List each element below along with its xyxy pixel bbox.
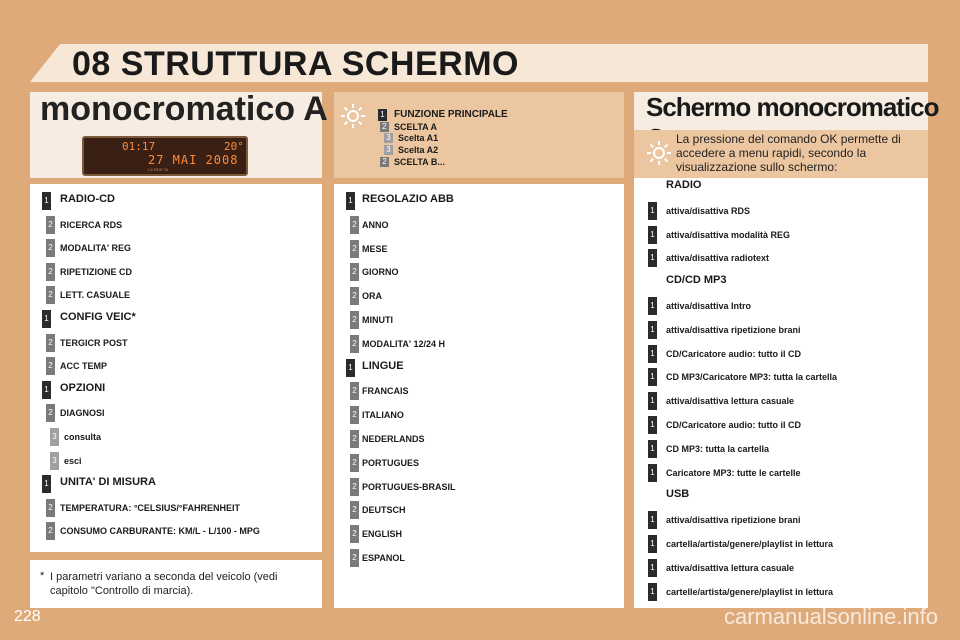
section-heading: USB [666,488,690,501]
legend-a1: Scelta A1 [398,133,439,143]
level-badge: 1 [648,321,657,339]
level-badge: 2 [350,335,359,353]
level-badge: 2 [350,549,359,567]
menu-item: ESPANOL [362,553,405,563]
sun-icon [340,103,366,129]
menu-item: attiva/disattiva lettura casuale [666,396,795,407]
level-badge: 2 [350,501,359,519]
menu-item: ITALIANO [362,410,404,421]
level-badge: 2 [350,406,359,424]
watermark: carmanualsonline.info [723,604,938,629]
menu-item: ORA [362,291,382,302]
level-badge: 1 [42,192,51,210]
level-badge: 1 [42,381,51,399]
level-badge: 1 [648,511,657,529]
level-badge: 2 [350,311,359,329]
level-badge: 1 [346,192,355,210]
level-badge: 2 [350,240,359,258]
menu-item: LETT. CASUALE [60,290,131,301]
section-heading: LINGUE [362,359,404,372]
level-badge: 1 [648,368,657,386]
menu-item: FRANCAIS [362,386,409,397]
level-badge: 1 [648,202,657,220]
menu-item: DEUTSCH [362,505,406,516]
left-title: monocromatico A [40,90,328,128]
menu-item: CD/Caricatore audio: tutto il CD [666,420,802,430]
level-badge: 1 [42,475,51,493]
level-badge: 2 [350,382,359,400]
menu-item: MODALITA' REG [60,243,131,254]
level-badge: 1 [648,345,657,363]
level-badge: 1 [378,109,387,121]
level-badge: 3 [50,452,59,470]
level-badge: 1 [648,440,657,458]
menu-item: MINUTI [362,315,393,325]
lcd-date: 27 MAI 2008 [148,153,239,167]
menu-item: attiva/disattiva RDS [666,205,751,216]
page-number: 228 [14,608,41,625]
level-badge: 2 [350,525,359,543]
legend-a: SCELTA A [394,122,437,132]
menu-item: MODALITA' 12/24 H [362,338,445,349]
section-heading: UNITA' DI MISURA [60,476,156,489]
menu-item: attiva/disattiva lettura casuale [666,562,795,573]
level-badge: 2 [46,404,55,422]
menu-item: Caricatore MP3: tutte le cartelle [666,467,801,478]
menu-item: RIPETIZIONE CD [60,266,133,277]
menu-item: DIAGNOSI [60,408,105,419]
level-badge: 2 [350,287,359,305]
menu-item: PORTUGUES-BRASIL [362,481,456,492]
lcd-temp: 20° [224,140,244,153]
intro-text: La pressione del comando OK permette di accedere a menu rapidi, secondo la visualizzazione sullo schermo: [676,132,901,174]
level-badge: 2 [46,522,55,540]
menu-item: ANNO [362,219,389,230]
level-badge: 1 [346,359,355,377]
menu-item: CD MP3/Caricatore MP3: tutta la cartella [666,372,838,383]
level-badge: 3 [384,133,393,143]
level-badge: 1 [648,559,657,577]
level-badge: 2 [46,216,55,234]
lcd-time: 01:17 [122,140,156,153]
level-badge: 2 [380,157,389,167]
level-badge: 2 [46,239,55,257]
menu-item: ACC TEMP [60,361,107,372]
menu-item: attiva/disattiva ripetizione brani [666,515,801,526]
menu-item: PORTUGUES [362,457,420,468]
menu-item: CD/Caricatore audio: tutto il CD [666,348,802,359]
menu-item: RICERCA RDS [60,219,123,230]
lcd-sub: LX RDS TA [148,167,169,172]
menu-item: GIORNO [362,267,399,278]
level-badge: 3 [384,145,393,155]
level-badge: 1 [648,249,657,267]
legend-b: SCELTA B... [394,157,445,167]
level-badge: 2 [46,334,55,352]
section-heading: RADIO-CD [60,193,115,205]
menu-item: attiva/disattiva radiotext [666,253,770,264]
menu-item: attiva/disattiva modalità REG [666,229,791,240]
level-badge: 2 [380,122,389,132]
level-badge: 1 [648,416,657,434]
level-badge: 2 [350,263,359,281]
level-badge: 1 [648,535,657,553]
level-badge: 1 [648,464,657,482]
section-heading: OPZIONI [60,381,106,394]
section-heading: RADIO [666,179,702,191]
menu-item: ENGLISH [362,529,403,540]
level-badge: 2 [46,357,55,375]
lcd-display [82,136,248,176]
right-title: Schermo monocromatico [646,92,939,122]
level-badge: 1 [42,310,51,328]
level-badge: 2 [46,286,55,304]
level-badge: 2 [350,454,359,472]
level-badge: 2 [46,263,55,281]
section-heading: CONFIG VEIC* [60,311,136,323]
section-heading: CD/CD MP3 [666,274,727,287]
menu-item: CD MP3: tutta la cartella [666,443,770,454]
level-badge: 1 [648,297,657,315]
level-badge: 2 [350,478,359,496]
legend-panel [334,92,624,178]
menu-item: esci [64,455,82,466]
sun-icon [646,140,672,166]
level-badge: 1 [648,583,657,601]
page-title: 08 STRUTTURA SCHERMO [72,45,519,83]
menu-item: consulta [64,432,102,442]
menu-item: cartelle/artista/genere/playlist in lettura [666,586,834,597]
menu-item: attiva/disattiva Intro [666,301,752,311]
legend-a2: Scelta A2 [398,145,439,155]
menu-item: TEMPERATURA: °CELSIUS/°FAHRENHEIT [60,502,241,513]
level-badge: 2 [350,430,359,448]
menu-item: MESE [362,243,388,254]
menu-item: TERGICR POST [60,337,128,348]
menu-item: attiva/disattiva ripetizione brani [666,324,801,335]
note-text: I parametri variano a seconda del veicolo (vedi capitolo "Controllo di marcia). [50,571,278,597]
level-badge: 1 [648,392,657,410]
section-heading: REGOLAZIO ABB [362,193,454,205]
menu-item: CONSUMO CARBURANTE: KM/L - L/100 - MPG [60,526,260,537]
level-badge: 1 [648,226,657,244]
legend-main: FUNZIONE PRINCIPALE [394,109,508,120]
level-badge: 3 [50,428,59,446]
note-star: * [40,570,45,582]
level-badge: 2 [350,216,359,234]
level-badge: 2 [46,499,55,517]
menu-item: NEDERLANDS [362,434,425,444]
menu-item: cartella/artista/genere/playlist in lettura [666,539,834,549]
